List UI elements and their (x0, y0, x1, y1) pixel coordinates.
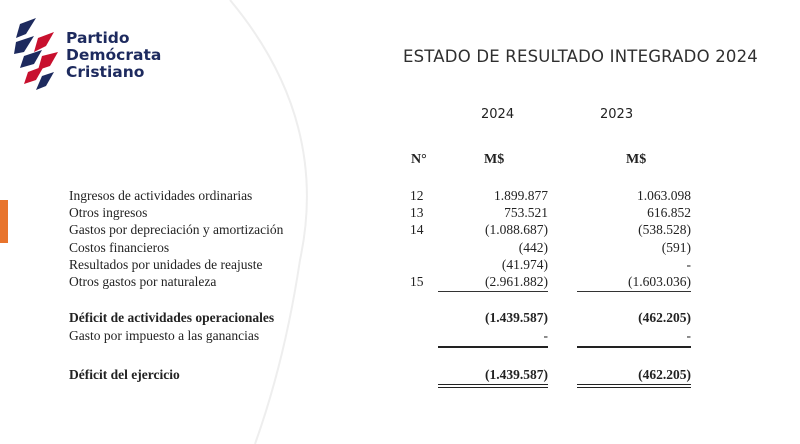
tax-label: Gasto por impuesto a las ganancias (69, 328, 260, 343)
subtotal-value-2023: (462.205) (638, 310, 691, 325)
row-value-2024: 753.521 (504, 205, 548, 220)
year-previous: 2023 (600, 107, 634, 122)
table-row (0, 240, 800, 258)
row-value-2024: (2.961.882) (485, 274, 548, 289)
table-row (0, 274, 800, 292)
row-label: Resultados por unidades de reajuste (69, 257, 263, 272)
subtotal-row (0, 310, 800, 328)
tax-value-2023: - (686, 328, 691, 343)
table-row (0, 188, 800, 206)
total-value-2024: (1.439.587) (485, 367, 548, 382)
row-value-2024: (442) (518, 240, 548, 255)
subtotal-value-2024: (1.439.587) (485, 310, 548, 325)
row-label: Otros gastos por naturaleza (69, 274, 217, 289)
row-note: 12 (410, 188, 424, 203)
logo-line-1: Partido (66, 29, 130, 47)
note-column-header: N° (411, 152, 427, 167)
table-row (0, 222, 800, 240)
table-row (0, 205, 800, 223)
rule-2023 (577, 291, 691, 292)
row-note: 14 (410, 222, 424, 237)
row-value-2023: (591) (661, 240, 691, 255)
row-value-2024: (1.088.687) (485, 222, 548, 237)
row-note: 13 (410, 205, 424, 220)
tax-value-2024: - (543, 328, 548, 343)
total-row (0, 367, 800, 385)
row-value-2024: (41.974) (501, 257, 548, 272)
total-label: Déficit del ejercicio (69, 367, 180, 382)
double-rule-2024 (438, 384, 548, 388)
thick-rule-2023 (577, 346, 691, 348)
row-label: Gastos por depreciación y amortización (69, 222, 284, 237)
rule-2024 (438, 291, 548, 292)
table-row (0, 257, 800, 275)
row-value-2023: 616.852 (647, 205, 691, 220)
document-title: ESTADO DE RESULTADO INTEGRADO 2024 (403, 47, 758, 66)
row-value-2024: 1.899.877 (494, 188, 548, 203)
logo-line-2: Demócrata (66, 46, 162, 64)
row-note: 15 (410, 274, 424, 289)
double-rule-2023 (577, 384, 691, 388)
row-label: Otros ingresos (69, 205, 148, 220)
tax-row (0, 328, 800, 346)
row-value-2023: 1.063.098 (637, 188, 691, 203)
current-unit-header: M$ (484, 152, 505, 167)
thick-rule-2024 (438, 346, 548, 348)
row-value-2023: - (686, 257, 691, 272)
year-current: 2024 (481, 107, 515, 122)
row-label: Ingresos de actividades ordinarias (69, 188, 253, 203)
total-value-2023: (462.205) (638, 367, 691, 382)
logo-line-3: Cristiano (66, 63, 145, 81)
row-value-2023: (1.603.036) (628, 274, 691, 289)
previous-unit-header: M$ (626, 152, 647, 167)
row-value-2023: (538.528) (638, 222, 691, 237)
row-label: Costos financieros (69, 240, 170, 255)
subtotal-label: Déficit de actividades operacionales (69, 310, 275, 325)
